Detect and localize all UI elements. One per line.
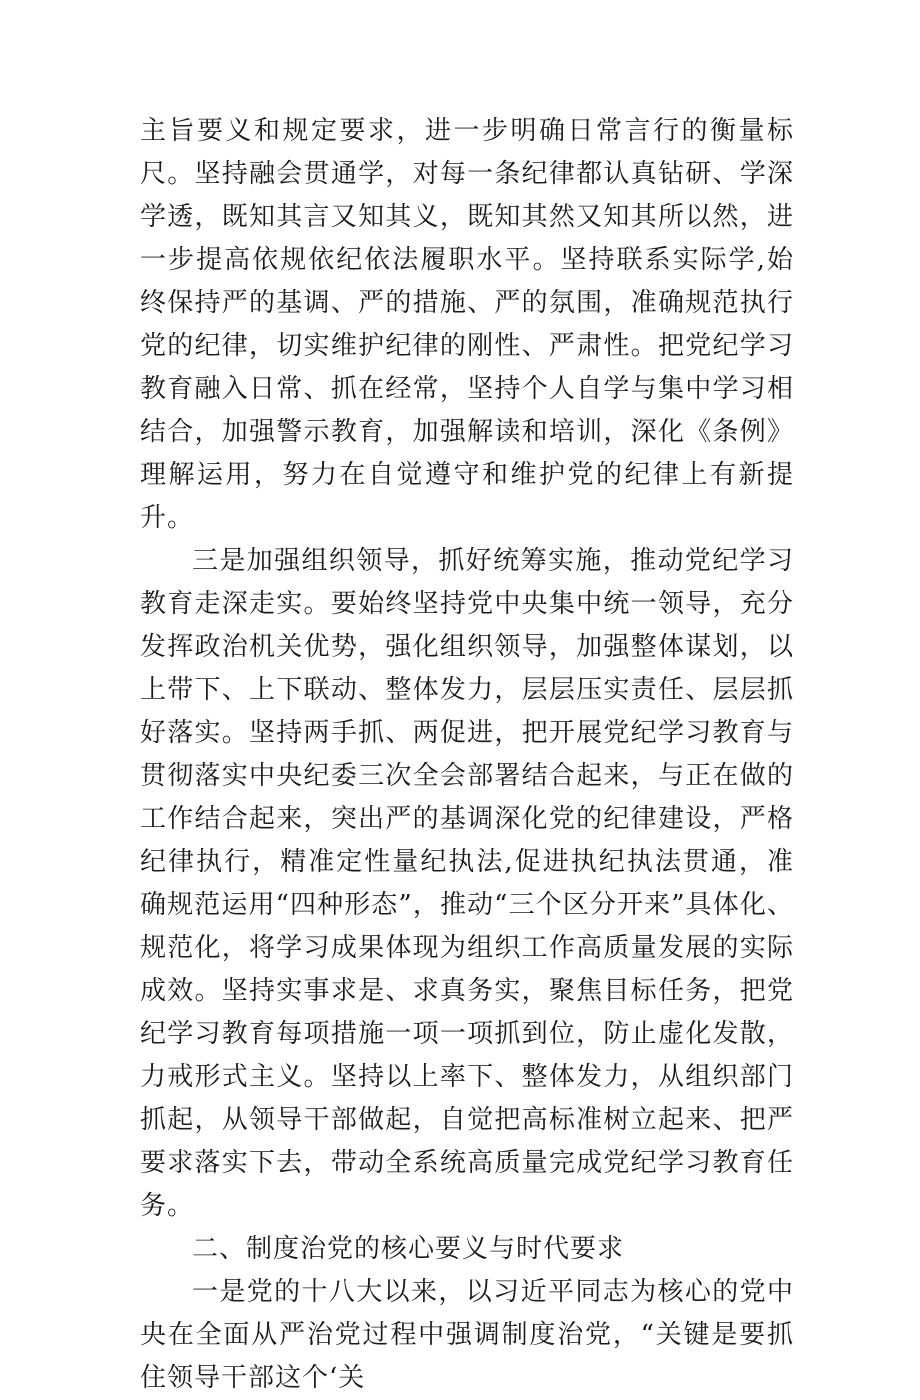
body-paragraph-2: 三是加强组织领导，抓好统筹实施，推动党纪学习教育走深走实。要始终坚持党中央集中统一领导，充分发挥政治机关优势，强化组织领导，加强整体谋划，以上带下、上下联动、整体发力，层层压实责任、层层抓好落实。坚持两手抓、两促进，把开展党纪学习教育与贯彻落实中央纪委三次全会部署结合起来，与正在做的工作结合起来，突出严的基调深化党的纪律建设，严格纪律执行，精准定性量纪执法,促进执纪执法贯通，准确规范运用“四种形态”，推动“三个区分开来”具体化、规范化，将学习成果体现为组织工作高质量发展的实际成效。坚持实事求是、求真务实，聚焦目标任务，把党纪学习教育每项措施一项一项抓到位，防止虚化发散，力戒形式主义。坚持以上率下、整体发力，从组织部门抓起，从领导干部做起，自觉把高标准树立起来、把严要求落实下去，带动全系统高质量完成党纪学习教育任务。 [140,546,794,1221]
body-paragraph-1: 主旨要义和规定要求，进一步明确日常言行的衡量标尺。坚持融会贯通学，对每一条纪律都认真钻研、学深学透，既知其言又知其义，既知其然又知其所以然，进一步提高依规依纪依法履职水平。坚持联系实际学,始终保持严的基调、严的措施、严的氛围，准确规范执行党的纪律，切实维护纪律的刚性、严肃性。把党纪学习教育融入日常、抓在经常，坚持个人自学与集中学习相结合，加强警示教育，加强解读和培训，深化《条例》理解运用，努力在自觉遵守和维护党的纪律上有新提升。 [140,116,794,533]
body-paragraph-3: 一是党的十八大以来，以习近平同志为核心的党中央在全面从严治党过程中强调制度治党，“关键是要抓住领导干部这个‘关 [140,1277,794,1393]
section-heading: 二、制度治党的核心要义与时代要求 [192,1234,625,1264]
